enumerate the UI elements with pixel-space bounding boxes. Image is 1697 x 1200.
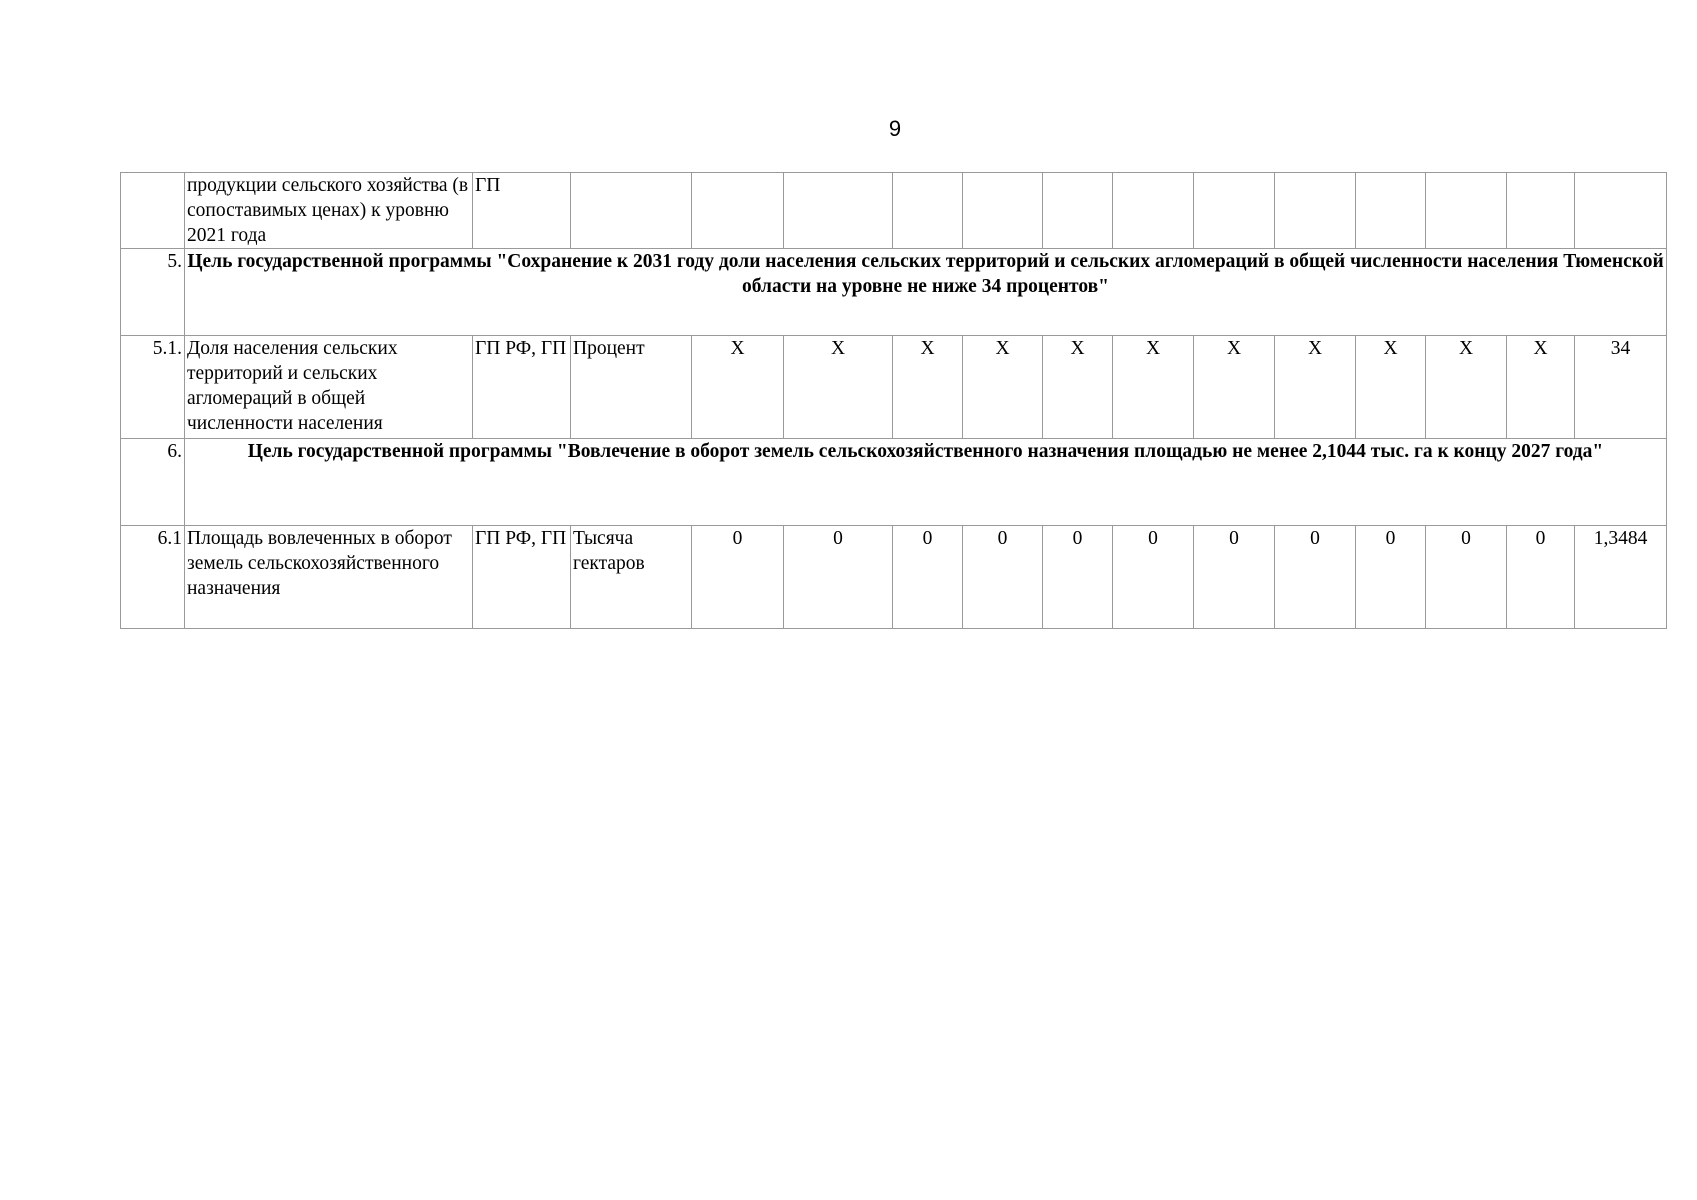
value-cell: 0	[1356, 526, 1426, 629]
value-cell: X	[1356, 336, 1426, 439]
value-cell: X	[784, 336, 893, 439]
value-cell: X	[893, 336, 963, 439]
value-cell	[1575, 173, 1667, 249]
value-cell: 1,3484	[1575, 526, 1667, 629]
value-cell	[1194, 173, 1275, 249]
row-number	[121, 173, 185, 249]
value-cell	[1113, 173, 1194, 249]
value-cell: 0	[1113, 526, 1194, 629]
value-cell	[1275, 173, 1356, 249]
value-cell: 0	[1043, 526, 1113, 629]
row-number: 6.	[121, 439, 185, 526]
value-cell: X	[1426, 336, 1507, 439]
value-cell	[1043, 173, 1113, 249]
indicator-unit	[571, 173, 692, 249]
indicator-source: ГП	[473, 173, 571, 249]
value-cell: 0	[963, 526, 1043, 629]
value-cell: 0	[893, 526, 963, 629]
table-row	[121, 173, 1667, 249]
goal-text: Цель государственной программы "Сохранение к 2031 году доли населения сельских территорий и сельских агломераций в общей численности населения Тюменской области на уровне не ниже 34 процентов"	[185, 249, 1667, 336]
value-cell	[963, 173, 1043, 249]
value-cell: 0	[784, 526, 893, 629]
value-cell: 0	[1426, 526, 1507, 629]
value-cell: X	[1275, 336, 1356, 439]
indicator-name: Площадь вовлеченных в оборот земель сельскохозяйственного назначения	[185, 526, 473, 629]
value-cell: X	[1507, 336, 1575, 439]
row-number: 5.1.	[121, 336, 185, 439]
value-cell	[692, 173, 784, 249]
goal-row	[121, 249, 1667, 336]
value-cell: 0	[1194, 526, 1275, 629]
goal-row	[121, 439, 1667, 526]
indicator-unit: Процент	[571, 336, 692, 439]
value-cell: X	[1043, 336, 1113, 439]
indicators-table	[120, 172, 1667, 629]
indicator-name: продукции сельского хозяйства (в сопоставимых ценах) к уровню 2021 года	[185, 173, 473, 249]
goal-text: Цель государственной программы "Вовлечение в оборот земель сельскохозяйственного назначения площадью не менее 2,1044 тыс. га к концу 2027 года"	[185, 439, 1667, 526]
page-number: 9	[888, 116, 902, 141]
value-cell	[784, 173, 893, 249]
row-number: 6.1	[121, 526, 185, 629]
value-cell	[1507, 173, 1575, 249]
value-cell	[1426, 173, 1507, 249]
value-cell: X	[1113, 336, 1194, 439]
value-cell: 0	[1275, 526, 1356, 629]
indicator-source: ГП РФ, ГП	[473, 336, 571, 439]
indicator-name: Доля населения сельских территорий и сельских агломераций в общей численности населения	[185, 336, 473, 439]
value-cell: X	[963, 336, 1043, 439]
table-row	[121, 526, 1667, 629]
value-cell: X	[692, 336, 784, 439]
row-number: 5.	[121, 249, 185, 336]
indicator-unit: Тысяча гектаров	[571, 526, 692, 629]
indicator-source: ГП РФ, ГП	[473, 526, 571, 629]
value-cell: 0	[692, 526, 784, 629]
table-row	[121, 336, 1667, 439]
value-cell	[1356, 173, 1426, 249]
value-cell: 0	[1507, 526, 1575, 629]
value-cell: 34	[1575, 336, 1667, 439]
value-cell	[893, 173, 963, 249]
value-cell: X	[1194, 336, 1275, 439]
